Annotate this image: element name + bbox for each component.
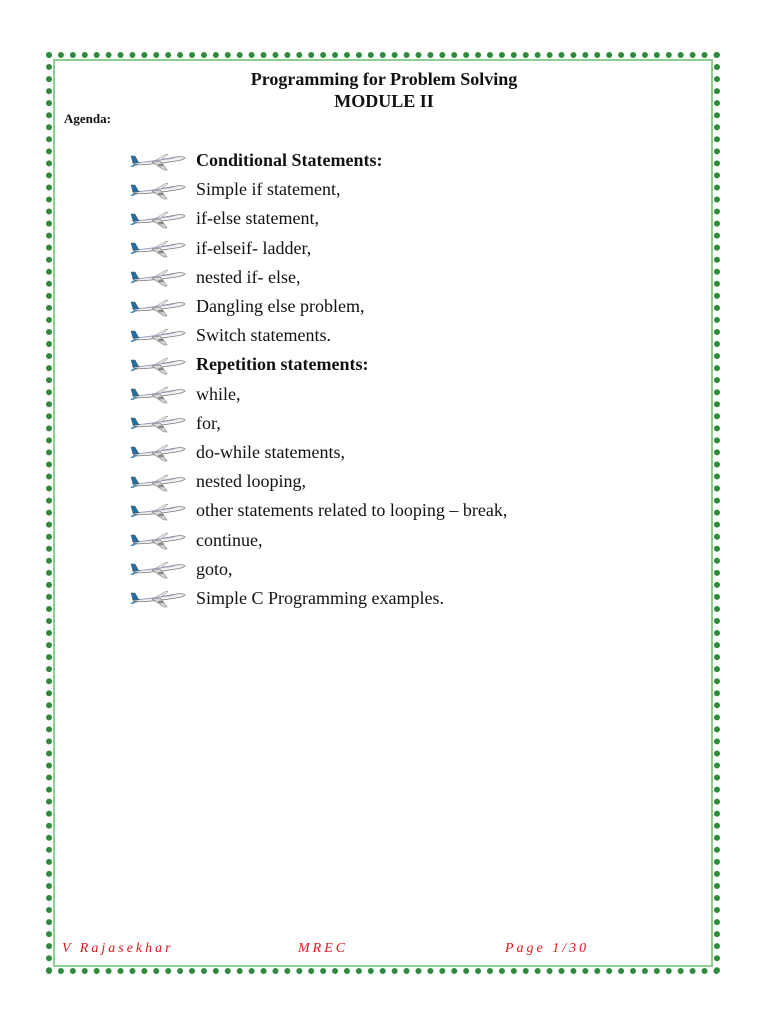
agenda-item-text: other statements related to looping – break, xyxy=(196,500,508,521)
agenda-item xyxy=(130,496,507,525)
airplane-icon xyxy=(130,150,188,172)
agenda-item xyxy=(130,350,507,379)
footer-author: V Rajasekhar xyxy=(62,941,174,956)
agenda-item xyxy=(130,263,507,292)
airplane-icon xyxy=(130,325,188,347)
footer-institution: MREC xyxy=(298,941,349,956)
agenda-item xyxy=(130,146,507,175)
airplane-icon xyxy=(130,587,188,609)
agenda-item xyxy=(130,234,507,263)
agenda-item-text: nested if- else, xyxy=(196,266,301,287)
module-title: MODULE II xyxy=(334,91,434,111)
agenda-item-text: while, xyxy=(196,383,241,404)
agenda-item xyxy=(130,204,507,233)
course-title: Programming for Problem Solving xyxy=(250,69,518,89)
agenda-label: Agenda: xyxy=(64,111,111,126)
agenda-list xyxy=(130,146,507,613)
agenda-item-text: Dangling else problem, xyxy=(196,296,365,317)
agenda-item-text: Switch statements. xyxy=(196,325,331,346)
agenda-item-text: nested looping, xyxy=(196,471,306,492)
airplane-icon xyxy=(130,179,188,201)
agenda-item-text: if-elseif- ladder, xyxy=(196,237,312,258)
agenda-item-text: Repetition statements: xyxy=(196,354,369,375)
agenda-item xyxy=(130,467,507,496)
agenda-item xyxy=(130,292,507,321)
agenda-item xyxy=(130,380,507,409)
page-footer xyxy=(0,941,768,963)
agenda-item xyxy=(130,525,507,554)
agenda-item-text: do-while statements, xyxy=(196,441,345,462)
document-title xyxy=(0,68,768,112)
airplane-icon xyxy=(130,471,188,493)
agenda-item-text: Simple C Programming examples. xyxy=(196,587,444,608)
airplane-icon xyxy=(130,412,188,434)
agenda-item-text: goto, xyxy=(196,558,233,579)
airplane-icon xyxy=(130,266,188,288)
airplane-icon xyxy=(130,558,188,580)
agenda-item xyxy=(130,321,507,350)
agenda-item-text: if-else statement, xyxy=(196,208,319,229)
agenda-item-text: continue, xyxy=(196,529,263,550)
airplane-icon xyxy=(130,441,188,463)
airplane-icon xyxy=(130,500,188,522)
airplane-icon xyxy=(130,296,188,318)
agenda-item xyxy=(130,409,507,438)
footer-page-number: Page 1/30 xyxy=(505,941,590,956)
airplane-icon xyxy=(130,354,188,376)
agenda-item-text: for, xyxy=(196,412,221,433)
airplane-icon xyxy=(130,237,188,259)
agenda-item xyxy=(130,584,507,613)
agenda-item xyxy=(130,555,507,584)
airplane-icon xyxy=(130,208,188,230)
airplane-icon xyxy=(130,529,188,551)
agenda-item xyxy=(130,175,507,204)
agenda-item-text: Simple if statement, xyxy=(196,179,341,200)
agenda-item-text: Conditional Statements: xyxy=(196,150,383,171)
airplane-icon xyxy=(130,383,188,405)
agenda-item xyxy=(130,438,507,467)
